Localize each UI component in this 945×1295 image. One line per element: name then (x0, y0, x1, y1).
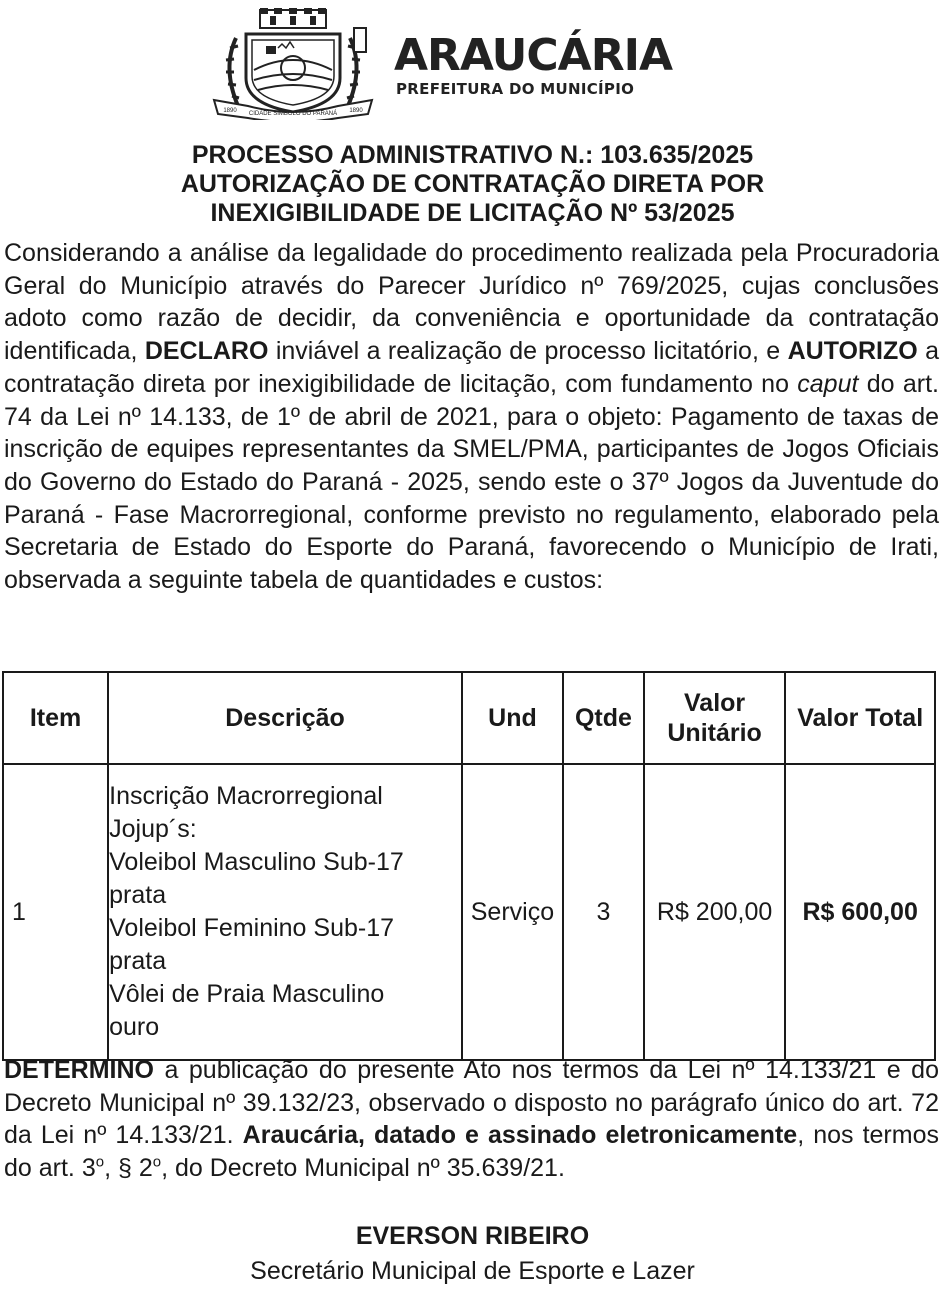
description-line: Voleibol Masculino Sub-17 (109, 848, 404, 876)
table-row (3, 764, 935, 1060)
ordinal-superscript: o (95, 1153, 105, 1171)
header-quantity: Qtde (563, 672, 644, 764)
determino-keyword: DETERMINO (4, 1056, 154, 1084)
title-inexigibility: INEXIGIBILIDADE DE LICITAÇÃO Nº 53/2025 (210, 199, 735, 227)
description-line: prata (109, 881, 167, 909)
declaro-keyword: DECLARO (144, 337, 269, 366)
body-text-part3: a contratação direta por inexigibilidade de licitação, com fundamento no (4, 337, 939, 398)
municipal-coat-of-arms-icon (208, 8, 378, 120)
cell-total-value: R$ 600,00 (785, 764, 935, 1060)
signatory-role: Secretário Municipal de Esporte e Lazer (250, 1257, 695, 1285)
crest-year-right: 1890 (349, 108, 363, 114)
closing-text-part2: , nos termos do art. 3 (4, 1121, 939, 1183)
body-paragraph (4, 237, 939, 597)
signed-electronically-statement: Araucária, datado e assinado eletronicamente (242, 1121, 798, 1150)
crest-motto: CIDADE SÍMBOLO DO PARANÁ (248, 111, 338, 117)
description-line: Jojup´s: (109, 815, 197, 843)
description-line: Voleibol Feminino Sub-17 (109, 914, 395, 942)
brand-name: ARAUCÁRIA (394, 30, 673, 81)
cell-unit: Serviço (462, 764, 563, 1060)
header-description: Descrição (108, 672, 462, 764)
header-item: Item (3, 672, 108, 764)
header-unit-value-line2: Unitário (667, 719, 762, 747)
autorizo-keyword: AUTORIZO (787, 337, 918, 366)
signatory-name: EVERSON RIBEIRO (355, 1222, 590, 1250)
crest-year-left: 1890 (223, 108, 237, 114)
cell-quantity: 3 (563, 764, 644, 1060)
document-header (0, 4, 945, 122)
description-line: Vôlei de Praia Masculino (109, 980, 385, 1008)
description-line: ouro (109, 1013, 160, 1041)
body-text-part2: inviável a realização de processo licitatório, e (268, 337, 788, 366)
costs-table (2, 671, 936, 1061)
brand-subtitle: PREFEITURA DO MUNICÍPIO (396, 80, 635, 98)
header-total-value: Valor Total (785, 672, 935, 764)
cell-unit-value: R$ 200,00 (644, 764, 786, 1060)
header-unit-value (644, 672, 786, 764)
closing-text-part3: , § 2 (104, 1154, 153, 1183)
header-unit: Und (462, 672, 563, 764)
description-line: prata (109, 947, 167, 975)
closing-paragraph (4, 1054, 939, 1185)
description-line: Inscrição Macrorregional (109, 782, 383, 810)
body-text-part1: Considerando a análise da legalidade do procedimento realizada pela Procuradoria Geral do Município através do Parecer Jurídico nº 769/2025, cujas conclusões adoto como razão de decidir, da conveniência e oportunidade da contratação identificada, (4, 239, 939, 366)
title-process-number: PROCESSO ADMINISTRATIVO N.: 103.635/2025 (191, 141, 754, 169)
closing-text-part1: a publicação do presente Ato nos termos da Lei nº 14.133/21 e do Decreto Municipal nº 39.132/23, observado o disposto no parágrafo único do art. 72 da Lei nº 14.133/21. (4, 1056, 939, 1150)
closing-text-part4: , do Decreto Municipal nº 35.639/21. (161, 1154, 565, 1183)
body-text-part4: do art. 74 da Lei nº 14.133, de 1º de abril de 2021, para o objeto: Pagamento de taxas de inscrição de equipes representantes da SMEL/PMA, participantes de Jogos Oficiais do Governo do Estado do Paraná - 2025, sendo este o 37º Jogos da Juventude do Paraná - Fase Macrorregional, conforme previsto no regulamento, elaborado pela Secretaria de Estado do Esporte do Paraná, favorecendo o Município de Irati, observada a seguinte tabela de quantidades e custos: (4, 369, 939, 595)
caput-term: caput (797, 369, 859, 398)
title-authorization: AUTORIZAÇÃO DE CONTRATAÇÃO DIRETA POR (180, 170, 765, 198)
header-unit-value-line1: Valor (684, 689, 746, 717)
cell-item: 1 (3, 764, 108, 1060)
document-title-block (0, 141, 945, 228)
table-header-row (3, 672, 935, 764)
cell-description (108, 764, 462, 1060)
ordinal-superscript: o (152, 1153, 162, 1171)
